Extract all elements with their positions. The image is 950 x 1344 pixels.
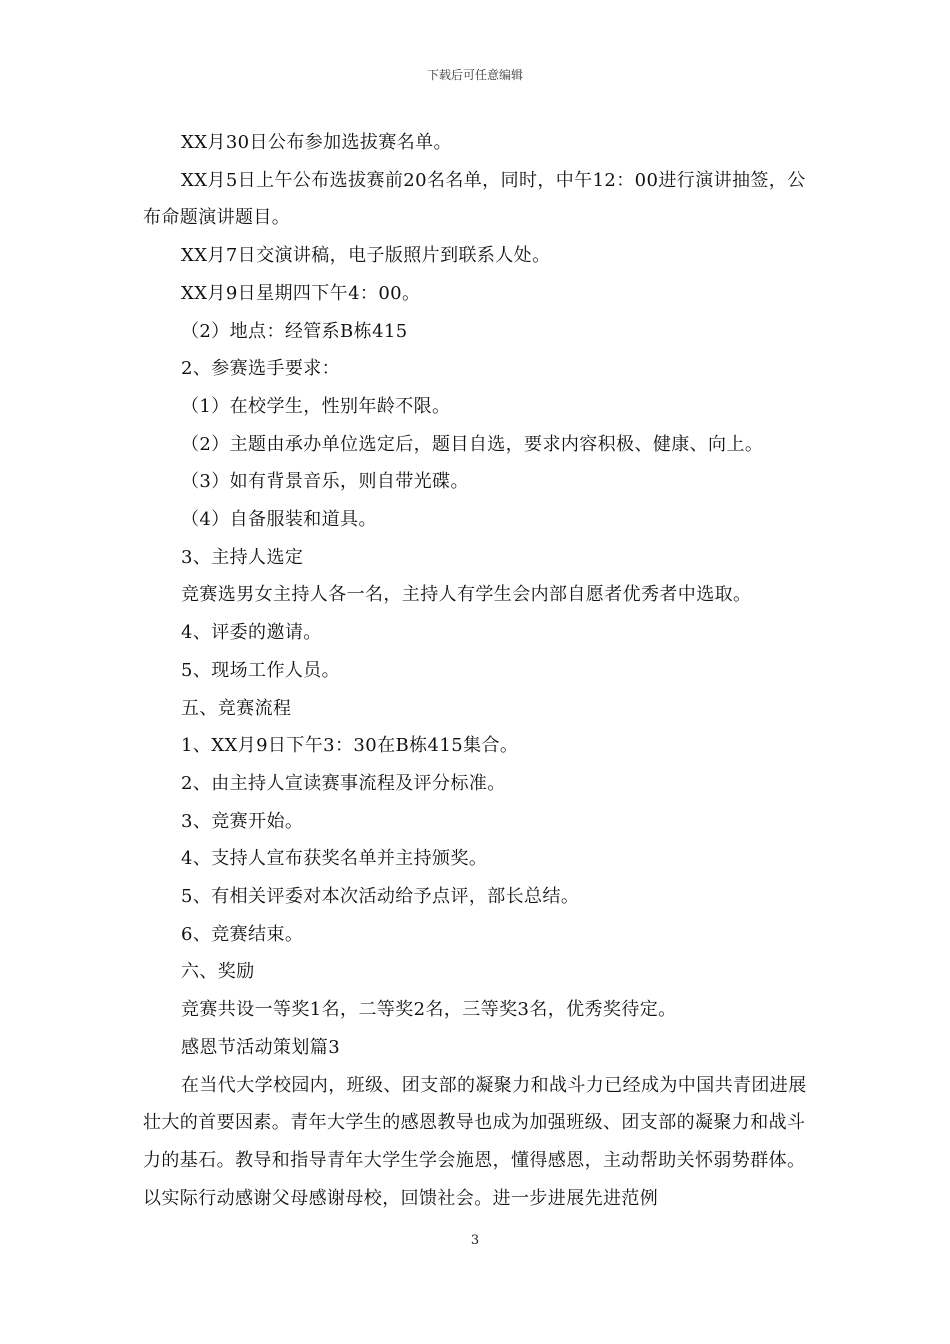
paragraph: （4）自备服装和道具。 [181,509,377,531]
paragraph: 5、现场工作人员。 [181,659,341,681]
paragraph: （2）地点：经管系B栋415 [181,320,408,342]
article-title: 感恩节活动策划篇3 [181,1036,341,1058]
paragraph: （3）如有背景音乐，则自带光碟。 [181,471,469,493]
page-number: 3 [470,1233,480,1248]
section-heading: 六、奖励 [181,961,255,983]
paragraph: （1）在校学生，性别年龄不限。 [181,395,451,417]
paragraph: 4、评委的邀请。 [181,622,322,644]
paragraph: 3、主持人选定 [181,546,304,568]
document-body [143,124,809,1217]
section-heading: 五、竞赛流程 [181,697,292,719]
paragraph: 3、竞赛开始。 [181,810,304,832]
paragraph: XX月5日上午公布选拔赛前20名名单，同时，中午12：00进行演讲抽签，公布命题演讲题目。 [143,169,806,229]
paragraph: （2）主题由承办单位选定后，题目自选，要求内容积极、健康、向上。 [181,433,764,455]
paragraph: 竞赛选男女主持人各一名，主持人有学生会内部自愿者优秀者中选取。 [181,584,752,606]
paragraph: XX月7日交演讲稿，电子版照片到联系人处。 [181,245,551,267]
paragraph: XX月30日公布参加选拔赛名单。 [181,132,452,153]
paragraph: 2、由主持人宣读赛事流程及评分标准。 [181,772,506,794]
paragraph: 5、有相关评委对本次活动给予点评，部长总结。 [181,886,580,908]
paragraph: 在当代大学校园内，班级、团支部的凝聚力和战斗力已经成为中国共青团进展壮大的首要因素。青年大学生的感恩教导也成为加强班级、团支部的凝聚力和战斗力的基石。教导和指导青年大学生学会施恩，懂得感恩，主动帮助关怀弱势群体。以实际行动感谢父母感谢母校，回馈社会。进一步进展先进范例 [143,1074,807,1209]
paragraph: XX月9日星期四下午4：00。 [181,282,421,304]
paragraph: 4、支持人宣布获奖名单并主持颁奖。 [181,848,488,870]
page-header: 下载后可任意编辑 [426,68,523,82]
paragraph: 6、竞赛结束。 [181,923,304,945]
paragraph: 竞赛共设一等奖1名，二等奖2名，三等奖3名，优秀奖待定。 [181,999,677,1021]
paragraph: 1、XX月9日下午3：30在B栋415集合。 [181,735,519,757]
paragraph: 2、参赛选手要求： [181,358,341,380]
